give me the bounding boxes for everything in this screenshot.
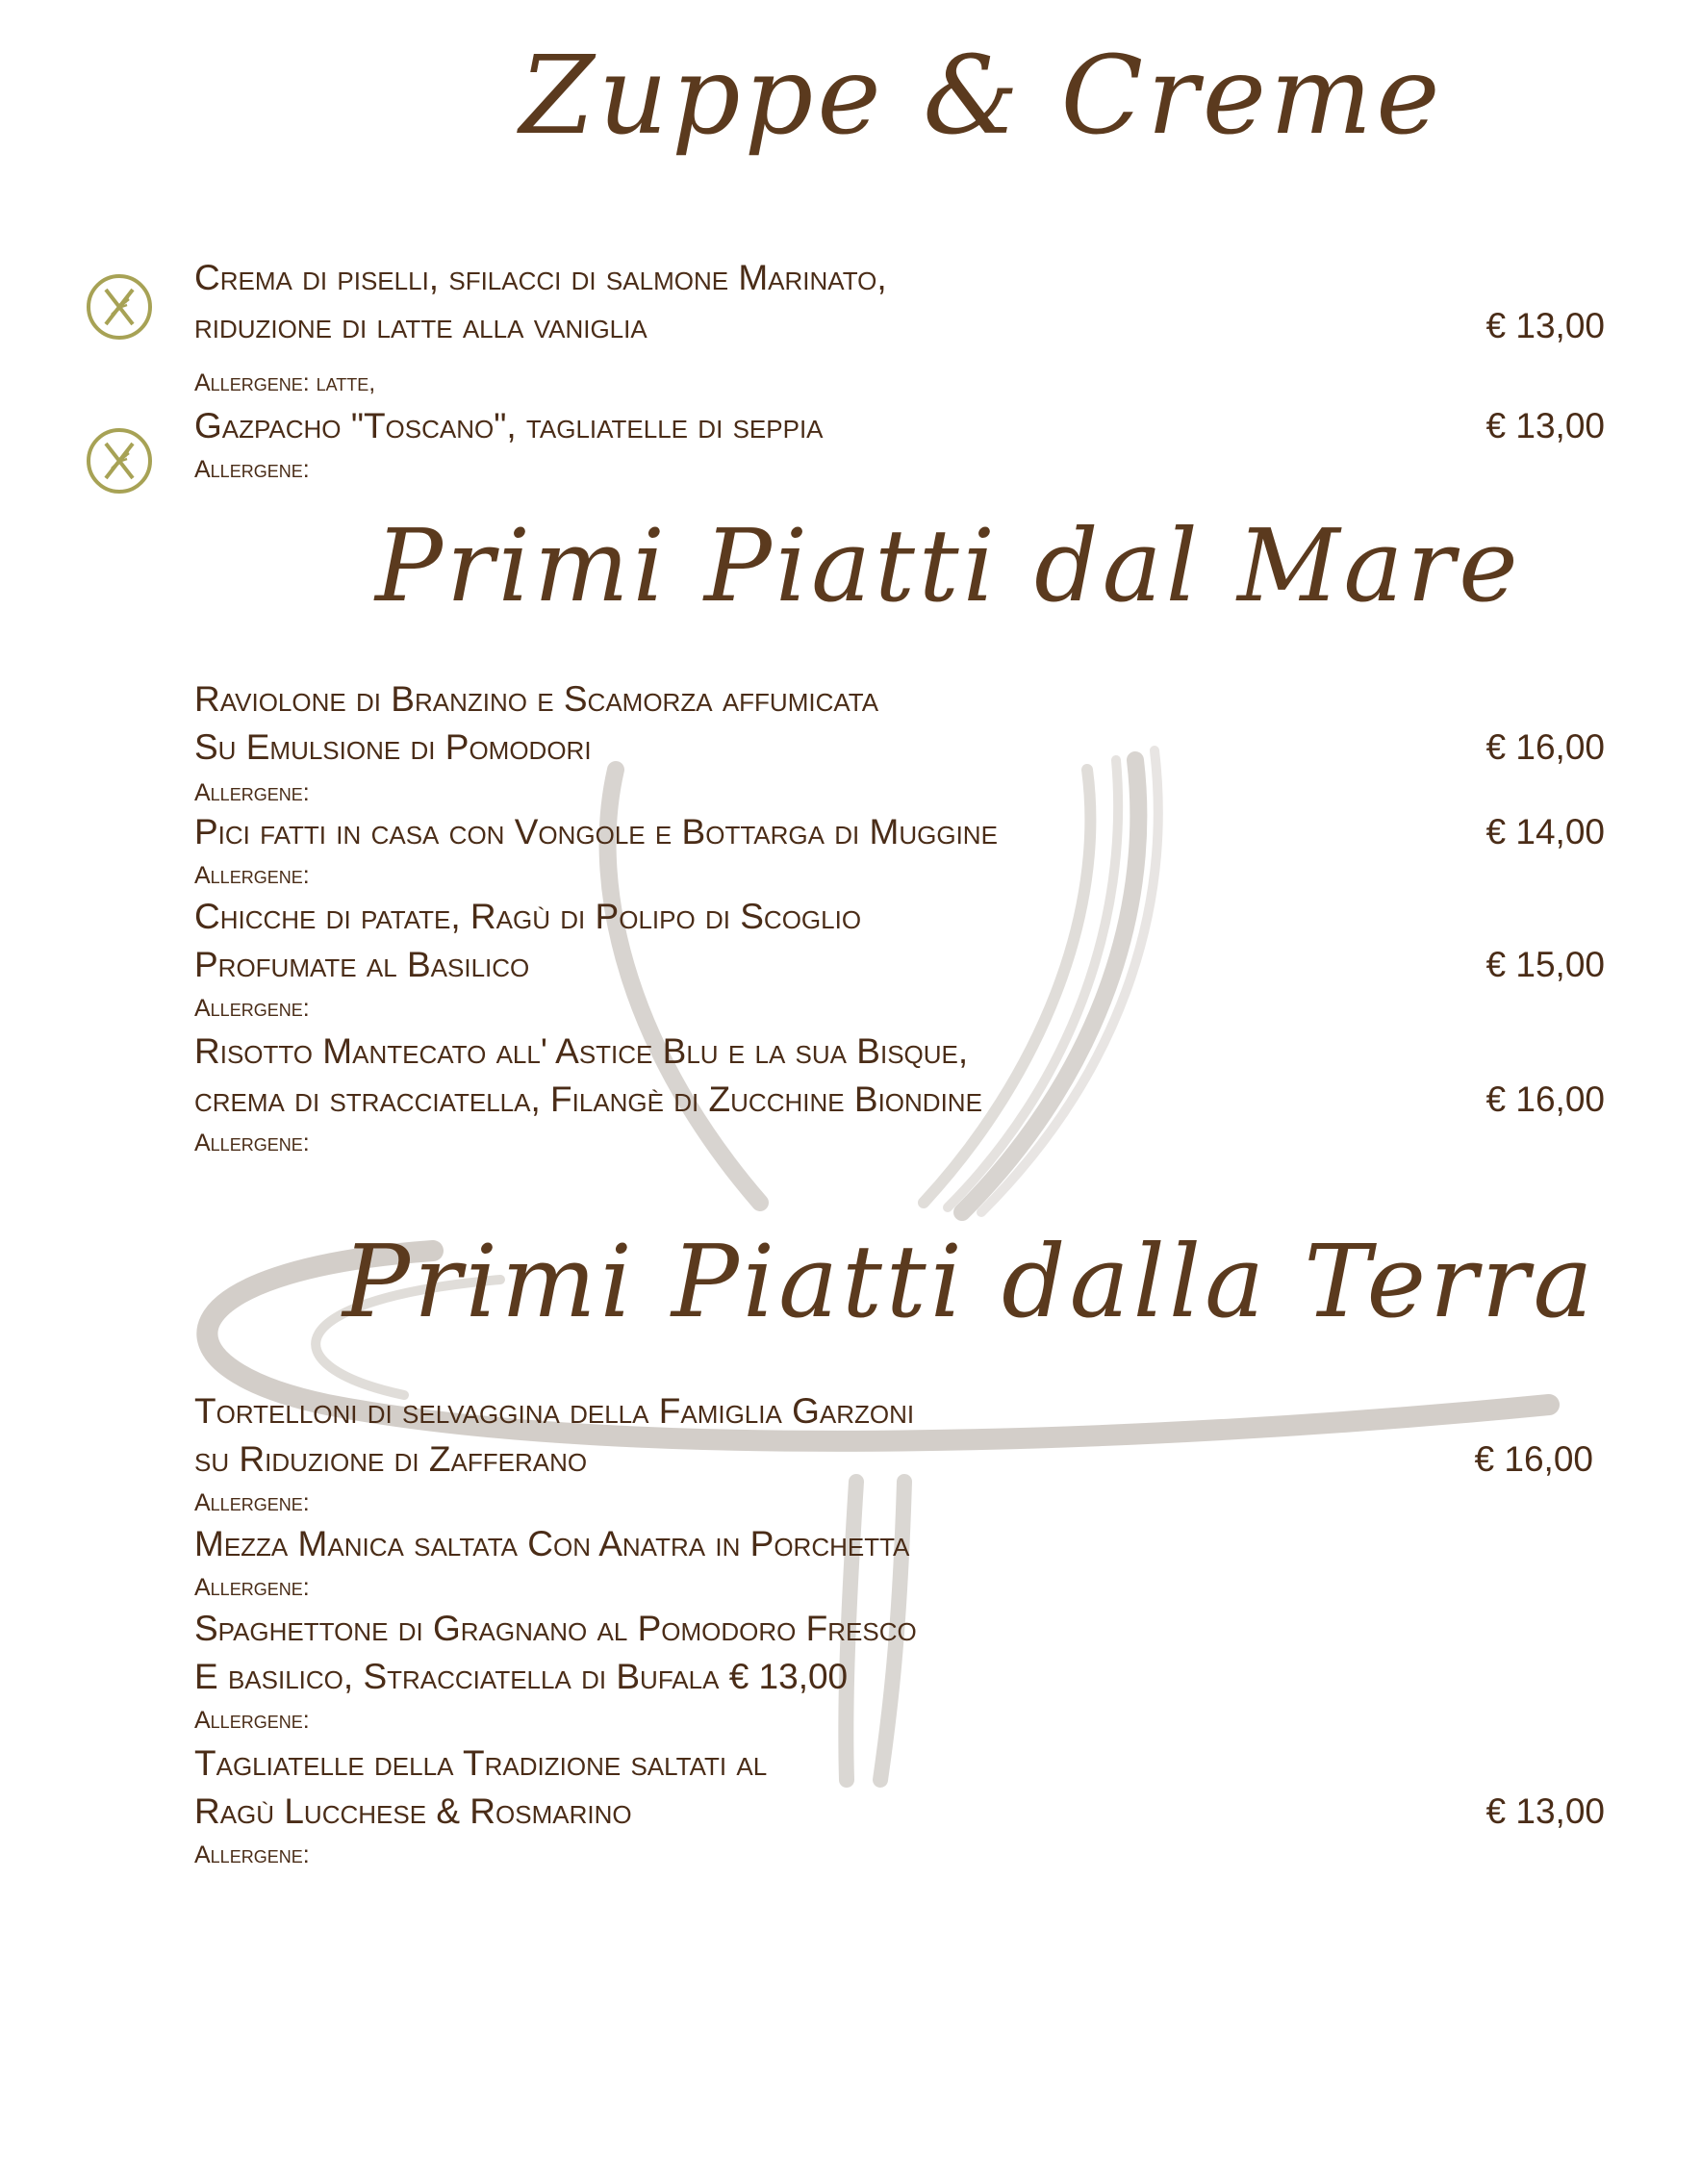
dish-allergens: Allergene: (194, 1707, 310, 1734)
dish-price: € 16,00 (1485, 727, 1605, 767)
dish-allergens: Allergene: latte, (194, 369, 376, 396)
dish-allergens: Allergene: (194, 862, 310, 889)
dish-name: crema di stracciatella, Filangè di Zucchine Biondine (194, 1079, 982, 1119)
dish-allergens: Allergene: (194, 995, 310, 1022)
dish-price: € 16,00 (1474, 1439, 1593, 1479)
dish-name: riduzione di latte alla vaniglia (194, 306, 647, 345)
dish-name: Ragù Lucchese & Rosmarino (194, 1791, 632, 1831)
dish-name: Profumate al Basilico (194, 945, 530, 984)
dish-name: Mezza Manica saltata Con Anatra in Porchetta (194, 1524, 910, 1563)
dish-allergens: Allergene: (194, 779, 310, 806)
dish-allergens: Allergene: (194, 1489, 310, 1516)
dish-name: Chicche di patate, Ragù di Polipo di Scoglio (194, 897, 862, 936)
dish-name: Raviolone di Branzino e Scamorza affumicata (194, 679, 879, 719)
dish-name: Tortelloni di selvaggina della Famiglia Garzoni (194, 1391, 915, 1431)
dish-name: su Riduzione di Zafferano (194, 1439, 588, 1479)
gluten-free-icon (85, 272, 154, 342)
dish-price: € 13,00 (1485, 1791, 1605, 1831)
dish-name: Tagliatelle della Tradizione saltati al (194, 1743, 768, 1783)
dish-allergens: Allergene: (194, 456, 310, 483)
dish-price: € 15,00 (1485, 945, 1605, 984)
dish-price: € 16,00 (1485, 1079, 1605, 1119)
section-title-zuppe-creme: Zuppe & Creme (520, 34, 1444, 159)
dish-allergens: Allergene: (194, 1574, 310, 1601)
dish-allergens: Allergene: (194, 1130, 310, 1156)
dish-name: Su Emulsione di Pomodori (194, 727, 592, 767)
gluten-free-icon (85, 426, 154, 495)
dish-name: Spaghettone di Gragnano al Pomodoro Fresco (194, 1609, 917, 1648)
dish-name: Risotto Mantecato all' Astice Blu e la sua Bisque, (194, 1031, 969, 1071)
dish-name: Gazpacho "Toscano", tagliatelle di seppia (194, 406, 824, 445)
dish-name: E basilico, Stracciatella di Bufala € 13,00 (194, 1657, 849, 1696)
dish-price: € 13,00 (1485, 406, 1605, 445)
section-title-primi-terra: Primi Piatti dalla Terra (343, 1223, 1597, 1340)
dish-price: € 14,00 (1485, 812, 1605, 851)
dish-name: Pici fatti in casa con Vongole e Bottarga di Muggine (194, 812, 998, 851)
dish-price: € 13,00 (1485, 306, 1605, 345)
section-title-primi-mare: Primi Piatti dal Mare (375, 507, 1522, 624)
dish-allergens: Allergene: (194, 1841, 310, 1868)
dish-name: Crema di piselli, sfilacci di salmone Marinato, (194, 258, 887, 297)
